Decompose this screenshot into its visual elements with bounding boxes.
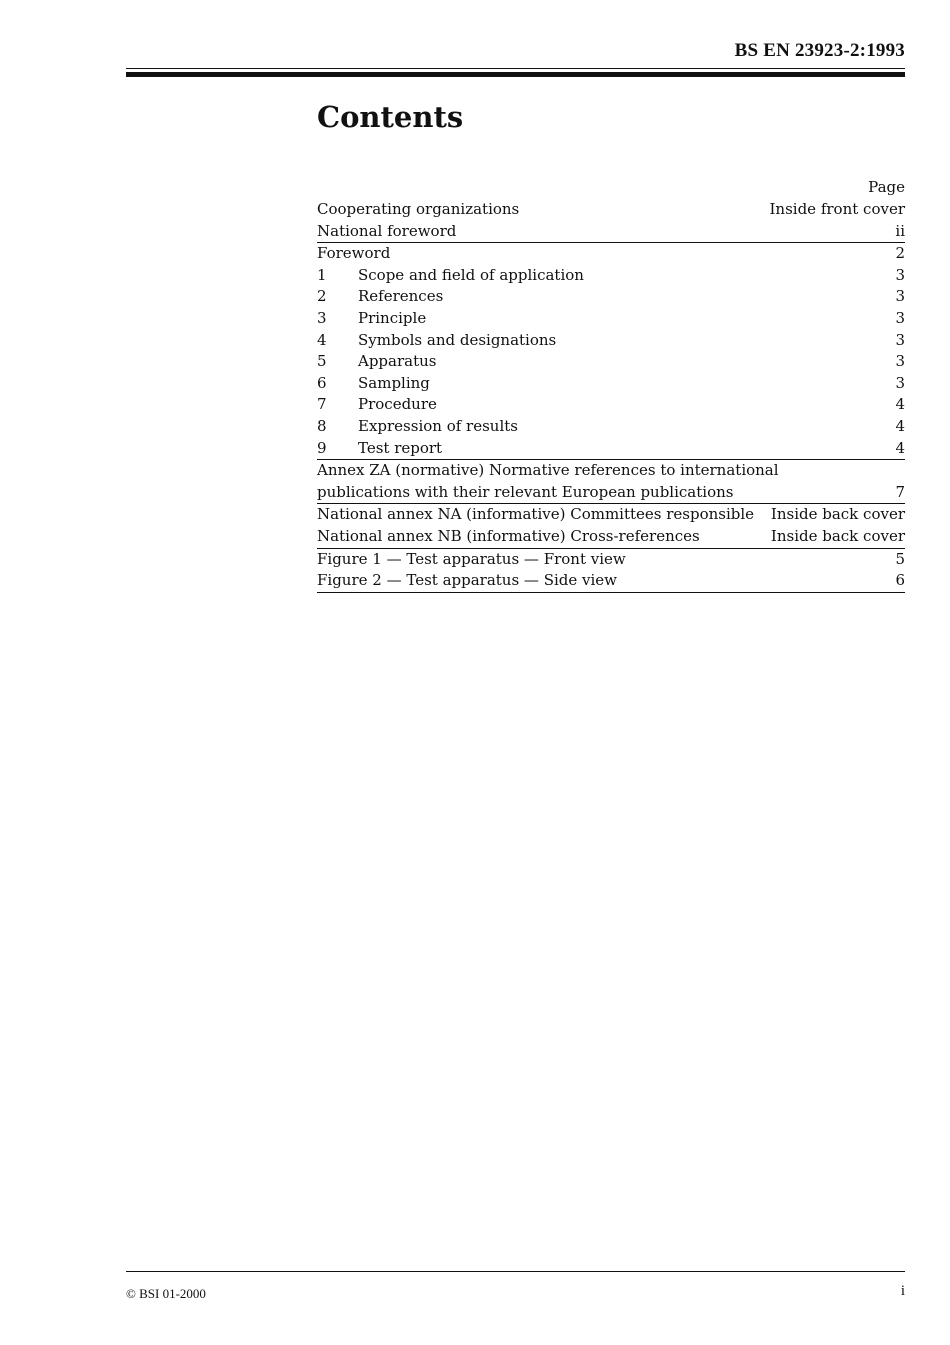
toc-entry-section-4[interactable]	[317, 330, 905, 352]
toc-entry-national-foreword[interactable]	[317, 221, 905, 244]
toc-entry-text: Cooperating organizations	[317, 200, 520, 218]
toc-entry-page: 5	[895, 549, 905, 568]
toc-entry-section-2[interactable]	[317, 286, 905, 308]
header-rule-thick	[126, 72, 905, 77]
toc-entry-text: Procedure	[358, 395, 437, 414]
toc-entry-text: References	[358, 287, 444, 306]
toc-entry-page: 3	[895, 352, 905, 371]
toc-entry-page: 3	[895, 265, 905, 284]
toc-entry-number: 8	[317, 416, 327, 435]
toc-entry-page: 3	[895, 287, 905, 306]
toc-entry-page: Inside front cover	[769, 200, 905, 218]
toc-entry-text: Sampling	[358, 373, 430, 392]
toc-entry-section-5[interactable]	[317, 351, 905, 373]
toc-entry-national-annex-nb[interactable]	[317, 526, 905, 549]
toc-entry-section-8[interactable]	[317, 416, 905, 438]
toc-entry-annex-za[interactable]	[317, 460, 905, 504]
toc-entry-text: Principle	[358, 308, 427, 327]
toc-entry-page: Inside back cover	[770, 505, 905, 524]
toc-entry-text: Figure 1 — Test apparatus — Front view	[317, 549, 626, 568]
document-id: BS EN 23923-2:1993	[734, 40, 905, 61]
toc-entry-number: 2	[317, 287, 327, 306]
toc-entry-foreword[interactable]	[317, 243, 905, 265]
toc-entry-text: Test report	[358, 438, 443, 457]
toc-entry-number: 5	[317, 352, 327, 371]
toc-entry-text: National foreword	[317, 221, 457, 240]
toc-entry-page: 4	[895, 438, 905, 457]
toc-entry-text: Foreword	[317, 244, 391, 263]
toc-entry-text: Annex ZA (normative) Normative references to international	[317, 461, 779, 480]
toc-entry-number: 4	[317, 330, 327, 349]
toc-entry-section-6[interactable]	[317, 373, 905, 395]
toc-entry-number: 7	[317, 395, 327, 414]
toc-entry-page: Inside back cover	[770, 526, 905, 545]
toc-entry-page: 6	[895, 571, 905, 590]
toc-entry-text: Symbols and designations	[358, 330, 557, 349]
toc-entry-number: 1	[317, 265, 327, 284]
toc-entry-page: 2	[895, 244, 905, 263]
toc-entry-page: 7	[895, 482, 905, 501]
toc-entry-page: 3	[895, 373, 905, 392]
toc-entry-page: 3	[895, 308, 905, 327]
toc-entry-page: 3	[895, 330, 905, 349]
toc-entry-section-1[interactable]	[317, 265, 905, 287]
toc-entry-text: Scope and field of application	[358, 265, 584, 284]
toc-entry-text: Figure 2 — Test apparatus — Side view	[317, 571, 618, 590]
footer-rule	[126, 1271, 905, 1272]
page-title: Contents	[317, 100, 464, 134]
toc-entry-section-3[interactable]	[317, 308, 905, 330]
toc-entry-figure-1[interactable]	[317, 549, 905, 571]
toc-entry-number: 6	[317, 373, 327, 392]
page-number: i	[900, 1283, 905, 1299]
header-rule-thin	[126, 68, 905, 69]
toc-entry-text: National annex NB (informative) Cross-references	[317, 526, 700, 545]
toc-entry-page: 4	[895, 395, 905, 414]
toc-entry-figure-2[interactable]	[317, 570, 905, 593]
toc-entry-page: 4	[895, 416, 905, 435]
toc-entry-text-continued: publications with their relevant European publications	[317, 482, 734, 501]
page-column-header: Page	[868, 178, 905, 196]
toc-entry-page: ii	[895, 221, 905, 240]
table-of-contents	[317, 177, 905, 593]
copyright-notice: © BSI 01-2000	[126, 1286, 206, 1301]
toc-entry-number: 9	[317, 438, 327, 457]
toc-entry-section-9[interactable]	[317, 438, 905, 461]
toc-entry-cooperating-organizations[interactable]	[317, 199, 905, 221]
toc-entry-text: National annex NA (informative) Committees responsible	[317, 505, 755, 524]
toc-entry-text: Apparatus	[358, 352, 437, 371]
toc-entry-section-7[interactable]	[317, 394, 905, 416]
toc-entry-number: 3	[317, 308, 327, 327]
toc-entry-text: Expression of results	[358, 416, 518, 435]
toc-entry-national-annex-na[interactable]	[317, 504, 905, 526]
